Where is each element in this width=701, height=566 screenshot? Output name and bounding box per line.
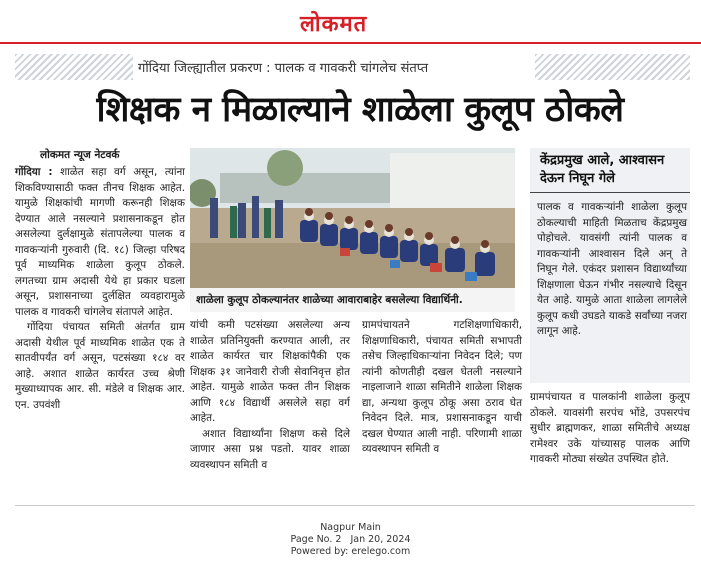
- footer-powered: Powered by: erelego.com: [290, 546, 411, 557]
- sidebar-heading: केंद्रप्रमुख आले, आश्वासन देऊन निघून गेले: [540, 153, 665, 186]
- schoolyard-photo-illustration: [190, 148, 515, 288]
- headline: शिक्षक न मिळाल्याने शाळेला कुलूप ठोकले: [96, 90, 624, 130]
- page-footer: [0, 522, 701, 558]
- footer-page: Page No. 2: [290, 534, 342, 545]
- kicker: गोंदिया जिल्ह्यातील प्रकरण : पालक व गावकरी चांगलेच संतप्त: [138, 61, 429, 76]
- article-column-2: [190, 318, 350, 473]
- masthead: [0, 0, 701, 42]
- footer-edition: Nagpur Main: [320, 522, 381, 533]
- news-photo: [190, 148, 515, 288]
- photo-caption: शाळेला कुलूप ठोकल्यानंतर शाळेच्या आवाराबाहेर बसलेल्या विद्यार्थिनी.: [190, 288, 515, 312]
- col3-para-1: ग्रामपंचायतने गटशिक्षणाधिकारी, शिक्षणाधिकारी, पंचायत समिती सभापती तसेच जिल्हाधिकाऱ्यांना निवेदन दिले; पण त्यांनी कोणतीही दखल घेतली नसल्याने नाइलाजाने शाळा समितीने शाळेला शिक्षक द्या, अन्यथा कुलूप ठोकू असा ठराव घेत निवेदन दिले. मात्र, प्रशासनाकडून याची दखल घेण्यात आली नाही. परिणामी शाळा व्यवस्थापन समिती व: [362, 319, 522, 455]
- sidebar-text: पालक व गावकऱ्यांनी शाळेला कुलूप ठोकल्याची माहिती मिळताच केंद्रप्रमुख पोहोचले. यावसंगी त्यांनी पालक व गावकऱ्यांनी आश्वासन दिले अन् ते निघून गेले. एकंदर प्रशासन विद्यार्थ्यांच्या शिक्षणाला घेऊन गंभीर नसल्याचे दिसून येत आहे. यामुळे आता शाळेला लागलेले कुलूप कधी उघडते याकडे सर्वांच्या नजरा लागून आहे.: [537, 201, 687, 337]
- newspaper-logo: लोकमत: [300, 11, 368, 37]
- col2-para-1: यांची कमी पटसंख्या असलेल्या अन्य शाळेत प्रतिनियुक्ती करण्यात आली, तर शाळेत कार्यरत चार शिक्षकांपैकी एक शिक्षक ३१ जानेवारी रोजी सेवानिवृत्त होत आहेत. यामुळे शाळेत फक्त तीन शिक्षक आणि १८४ विद्यार्थी असलेले सहा वर्ग आहेत.: [190, 319, 350, 424]
- sidebar-rule: [530, 192, 690, 193]
- col1-para-2: गोंदिया पंचायत समिती अंतर्गत ग्राम अदासी येथील पूर्व माध्यमिक शाळेत एक ते सातवीपर्यंत वर्ग असून, पटसंख्या १८४ वर आहे. अशात शाळेत कार्यरत उच्च श्रेणी मुख्याध्यापक आर. सी. मंडेले व शिक्षक आर. एन. उपवंशी: [15, 321, 185, 411]
- col4-para-1: ग्रामपंचायत व पालकांनी शाळेला कुलूप ठोकले. यावसंगी सरपंच भोंडे, उपसरपंच सुधीर ब्राह्मणकर, शाळा समितीचे अध्यक्ष रामेश्वर उके यांच्यासह पालक आणि गावकरी मोठ्या संख्येत उपस्थित होते.: [530, 391, 690, 465]
- article-column-1: [15, 165, 185, 413]
- article-column-3: [362, 318, 522, 458]
- article-column-4: [530, 390, 690, 468]
- byline: लोकमत न्यूज नेटवर्क: [40, 149, 120, 161]
- footer-date: Jan 20, 2024: [350, 534, 411, 545]
- dateline: गोंदिया :: [15, 166, 53, 178]
- kicker-hatch-left: [15, 54, 133, 80]
- bottom-rule: [15, 505, 695, 506]
- masthead-rule: [0, 42, 701, 44]
- kicker-hatch-right: [535, 54, 690, 80]
- col2-para-2: अशात विद्यार्थ्यांना शिक्षण कसे दिले जाणार असा प्रश्न पडतो. यावर शाळा व्यवस्थापन समिती व: [190, 427, 350, 471]
- footer-page-line: [0, 534, 701, 546]
- col1-para-1: शाळेत सहा वर्ग असून, त्यांना शिकविण्यासाठी फक्त तीनच शिक्षक आहेत. यामुळे शिक्षकांची मागणी करूनही शिक्षक देण्यात आले नसल्याने प्रशासनाकडून होत असलेल्या दुर्लक्षामुळे संतापलेल्या पालक व गावकऱ्यांनी गुरुवारी (दि. १८) जिल्हा परिषद पूर्व माध्यमिक शाळेला कुलूप ठोकले. लगतच्या ग्राम अदासी येथे हा प्रकार घडला असून, प्रशासनाच्या दुर्लक्षित व्यवहारामुळे पालक व गावकरी चांगलेच संतापले आहेत.: [15, 166, 186, 318]
